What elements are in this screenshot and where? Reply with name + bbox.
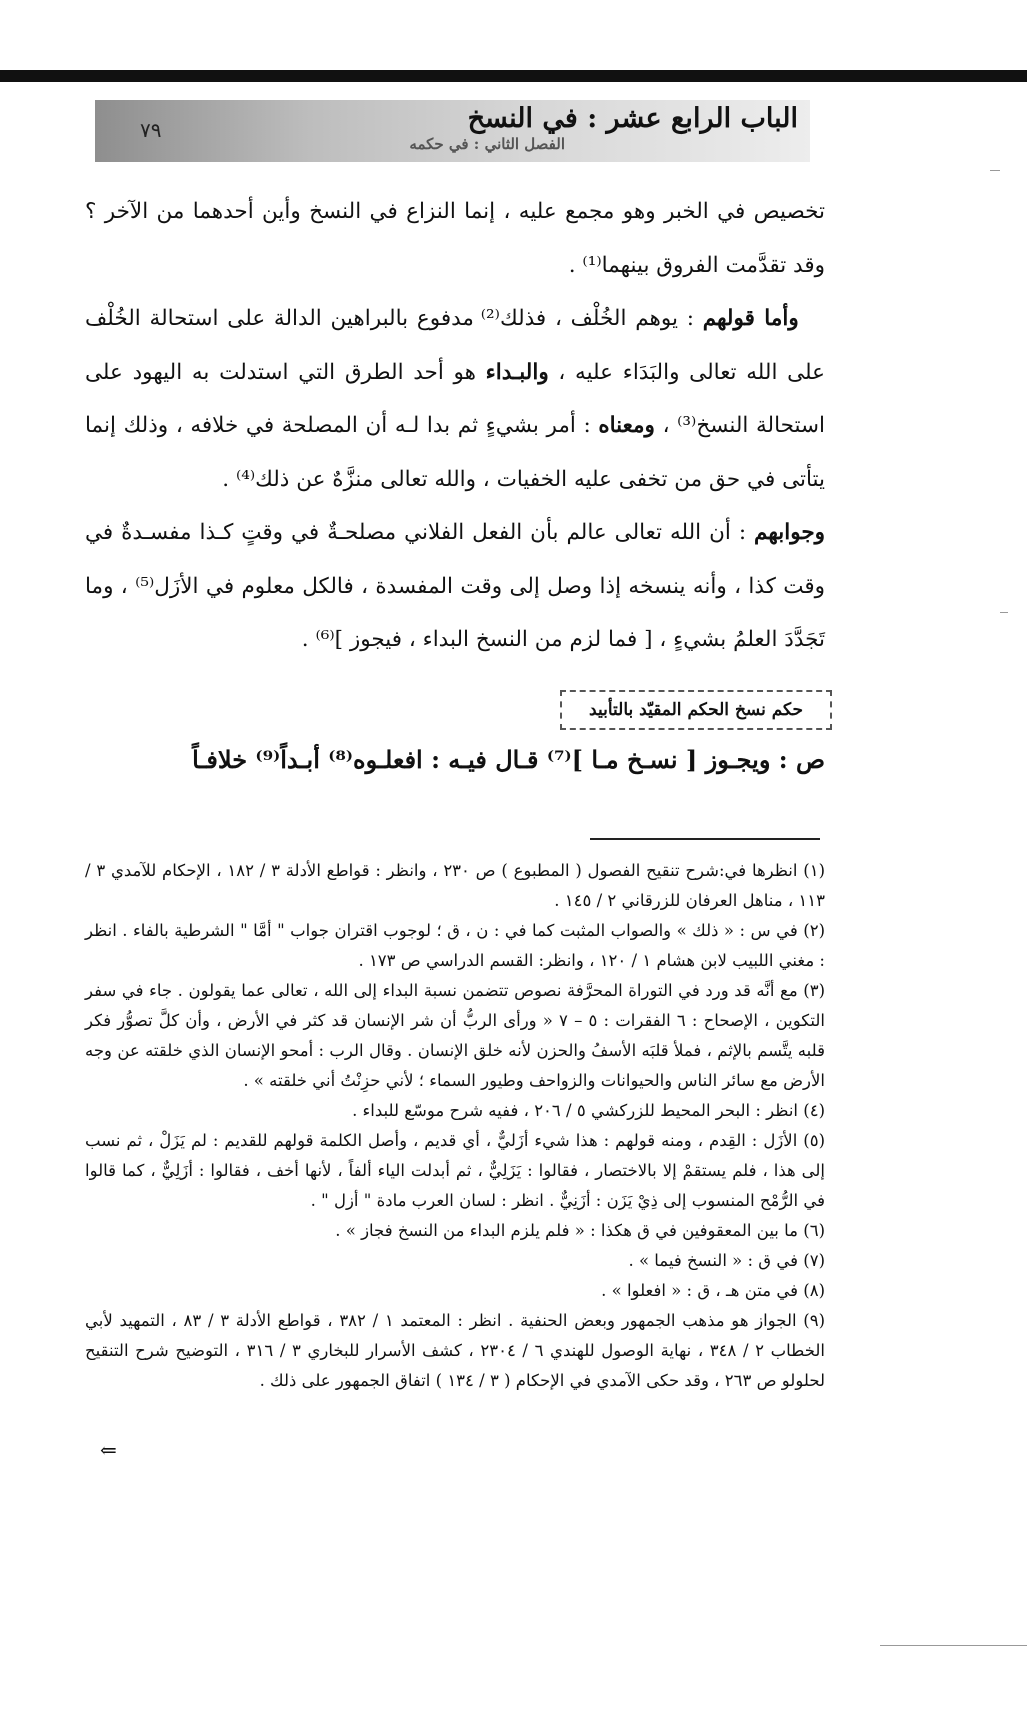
matn-line: ص : ويجـوز [ نسـخ مـا ]⁽⁷⁾ قـال فيـه : افعلـوه⁽⁸⁾ أبـداً⁽⁹⁾ خلافـاً [192,745,825,774]
paragraph-3 [85,506,825,667]
section-title: الفصل الثاني : في حكمه [409,135,565,153]
paragraph-1: تخصيص في الخبر وهو مجمع عليه ، إنما النزاع في النسخ وأين أحدهما من الآخر ؟ وقد تقدَّمت الفروق بينهما⁽¹⁾ . [85,199,825,278]
footnote-1: (١) انظرها في:شرح تنقيح الفصول ( المطبوع ) ص ٢٣٠ ، وانظر : قواطع الأدلة ٣ / ١٨٢ ، الإحكام للآمدي ٣ / ١١٣ ، مناهل العرفان للزرقاني ٢ / ١٤٥ . [85,861,825,910]
footnote-4: (٤) انظر : البحر المحيط للزركشي ٥ / ٢٠٦ ، ففيه شرح موسّع للبداء . [352,1101,825,1120]
subheading-box: حكم نسخ الحكم المقيّد بالتأبيد [560,690,832,730]
footnote-5: (٥) الأزَل : القِدم ، ومنه قولهم : هذا شيء أزَليٌّ ، أي قديم ، وأصل الكلمة قولهم للقديم : لم يَزَلْ ، ثم نسب إلى هذا ، فلم يستقمْ إلا بالاختصار ، فقالوا : يَزَلِيٌّ ، ثم أبدلت الياء ألفاً ، لأنها أخف ، فقالوا : أزَلِيٌّ ، كما قالوا في الرُّمْح المنسوب إلى ذِيْ يَزَن : أزَنِيٌّ . انظر : لسان العرب مادة " أزل " . [85,1131,825,1210]
top-rule [0,70,1027,82]
footnote-2: (٢) في س : « ذلك » والصواب المثبت كما في : ن ، ق ؛ لوجوب اقتران جواب " أمَّا " الشرطية بالفاء . انظر : مغني اللبيب لابن هشام ١ / ١٢٠ ، وانظر: القسم الدراسي ص ١٧٣ . [85,921,825,970]
keyword-wa-manahu: ومعناه [598,413,655,438]
paragraph-2-text-c: : أمر بشيءٍ ثم بدا لـه أن المصلحة في خلافه ، وذلك إنما يتأتى في حق من تخفى عليه الخفيات ، والله تعالى منزَّهٌ عن ذلك⁽⁴⁾ . [85,413,825,492]
footnote-8: (٨) في متن هـ ، ق : « افعلوا » . [601,1281,825,1300]
footnote-9: (٩) الجواز هو مذهب الجمهور وبعض الحنفية . انظر : المعتمد ١ / ٣٨٢ ، قواطع الأدلة ٣ / ٨٣ ، التمهيد لأبي الخطاب ٢ / ٣٤٨ ، نهاية الوصول للهندي ٦ / ٢٣٠٤ ، كشف الأسرار للبخاري ٣ / ٣١٦ ، التوضيح شرح التنقيح لحلولو ص ٢٦٣ ، وقد حكى الآمدي في الإحكام ( ٣ / ١٣٤ ) اتفاق الجمهور على ذلك . [85,1311,825,1390]
keyword-al-bada: والبـداء [485,359,549,385]
keyword-wa-jawabuhum: وجوابهم [754,520,825,545]
paragraph-2-text-b: هو أحد الطرق التي استدلت به اليهود على استحالة النسخ⁽³⁾ ، [85,359,826,438]
main-text [85,185,825,667]
running-header [95,100,810,162]
bottom-rule [880,1645,1027,1646]
keyword-wa-amma-qawluhum: وأما قولهم [702,306,799,331]
paragraph-2-text-a: : يوهم الخُلْف ، فذلك⁽²⁾ مدفوع بالبراهين الدالة على استحالة الخُلْف على الله تعالى والبَدَاء عليه ، [85,306,825,385]
page-number: ٧٩ [140,118,162,142]
chapter-title: الباب الرابع عشر : في النسخ [467,103,798,134]
footnote-6: (٦) ما بين المعقوفين في ق هكذا : « فلم يلزم البداء من النسخ فجاز » . [335,1221,825,1240]
footnote-separator [590,838,820,840]
footnote-3: (٣) مع أنَّه قد ورد في التوراة المحرَّفة نصوص تتضمن نسبة البداء إلى الله ، تعالى عما يقولون . جاء في سفر التكوين ، الإصحاح : ٦ الفقرات : ٥ – ٧ « ورأى الربُّ أن شر الإنسان قد كثر في الأرض ، وأن كلَّ تصوُّر فكر قلبه يتَّسم بالإثم ، فملأ قلبَه الأسفُ والحزن لأنه خلق الإنسان . وقال الرب : أمحو الإنسان الذي خلقته عن وجه الأرض مع سائر الناس والحيوانات والزواحف وطيور السماء ؛ لأني حزِنْتُ أني خلقته » . [85,981,825,1090]
margin-mark [1000,612,1008,613]
footnote-7: (٧) في ق : « النسخ فيما » . [628,1251,825,1270]
margin-mark [990,170,1000,171]
paragraph-3-text: : أن الله تعالى عالم بأن الفعل الفلاني مصلحـةٌ في وقتٍ كـذا مفسـدةٌ في وقت كذا ، وأنه ينسخه إذا وصل إلى وقت المفسدة ، فالكل معلوم في الأزَل⁽⁵⁾ ، وما تَجَدَّدَ العلمُ بشيءٍ ، [ فما لزم من النسخ البداء ، فيجوز ]⁽⁶⁾ . [85,520,825,652]
paragraph-2 [85,292,825,506]
continuation-arrow-icon: ⇐ [100,1438,117,1462]
footnotes [85,856,825,1396]
